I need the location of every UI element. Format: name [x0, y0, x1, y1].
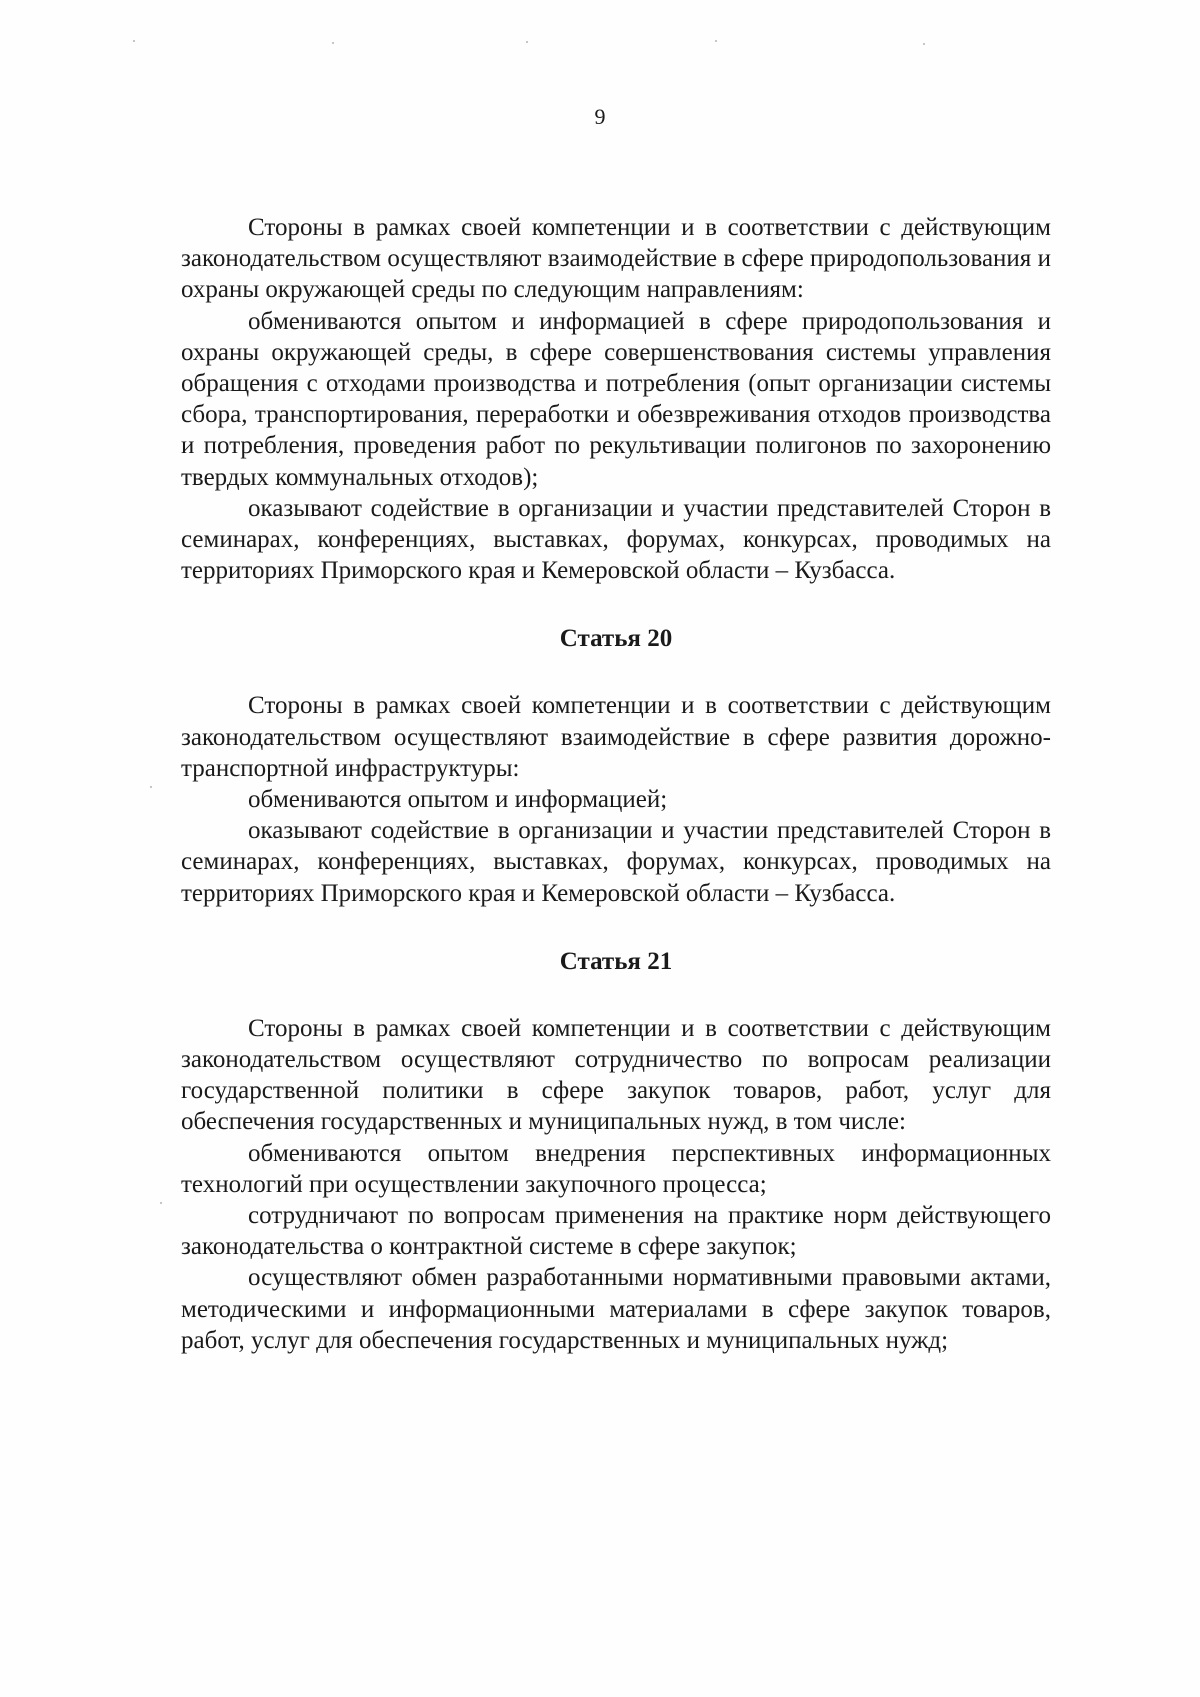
spacer [181, 654, 1051, 690]
article-20-section [181, 623, 1051, 908]
spacer [181, 909, 1051, 946]
article-heading: Статья 21 [559, 947, 673, 975]
paragraph: обмениваются опытом внедрения перспективных информационных технологий при осуществлении закупочного процесса; [181, 1139, 1051, 1198]
scan-speck [715, 40, 717, 42]
article-heading: Статья 20 [559, 625, 673, 653]
spacer [181, 977, 1051, 1013]
article-21-section [181, 946, 1051, 1356]
scan-speck [332, 42, 334, 44]
paragraph: Стороны в рамках своей компетенции и в соответствии с действующим законодательством осуществляют взаимодействие в сфере природопользования и охраны окружающей среды по следующим направлениям: [181, 214, 1051, 304]
intro-section [181, 212, 1051, 586]
scan-speck [160, 1202, 162, 1204]
page-number: 9 [594, 104, 606, 129]
paragraph: обмениваются опытом и информацией; [248, 786, 668, 814]
document-body [181, 212, 1051, 1356]
paragraph: Стороны в рамках своей компетенции и в соответствии с действующим законодательством осуществляют взаимодействие в сфере развития дорожно-транспортной инфраструктуры: [181, 692, 1051, 782]
scan-speck [923, 43, 925, 45]
scan-speck [150, 786, 152, 788]
paragraph: оказывают содействие в организации и участии представителей Сторон в семинарах, конференциях, выставках, форумах, конкурсах, проводимых на территориях Приморского края и Кемеровской области – Кузбасса. [181, 494, 1051, 585]
paragraph: осуществляют обмен разработанными нормативными правовыми актами, методическими и информационными материалами в сфере закупок товаров, работ, услуг для обеспечения государственных и муниципальных нужд; [181, 1264, 1051, 1354]
paragraph: оказывают содействие в организации и участии представителей Сторон в семинарах, конференциях, выставках, форумах, конкурсах, проводимых на территориях Приморского края и Кемеровской области – Кузбасса. [181, 817, 1051, 907]
scan-speck [133, 40, 135, 42]
paragraph: сотрудничают по вопросам применения на практике норм действующего законодательства о контрактной системе в сфере закупок; [181, 1202, 1051, 1261]
scan-speck [526, 41, 528, 43]
spacer [181, 586, 1051, 623]
paragraph: обмениваются опытом и информацией в сфере природопользования и охраны окружающей среды, в сфере совершенствования системы управления обращения с отходами производства и потребления (опыт организации системы сбора, транспортирования, переработки и обезвреживания отходов производства и потребления, проведения работ по рекультивации полигонов по захоронению твердых коммунальных отходов); [181, 307, 1051, 491]
paragraph: Стороны в рамках своей компетенции и в соответствии с действующим законодательством осуществляют сотрудничество по вопросам реализации государственной политики в сфере закупок товаров, работ, услуг для обеспечения государственных и муниципальных нужд, в том числе: [181, 1014, 1051, 1136]
